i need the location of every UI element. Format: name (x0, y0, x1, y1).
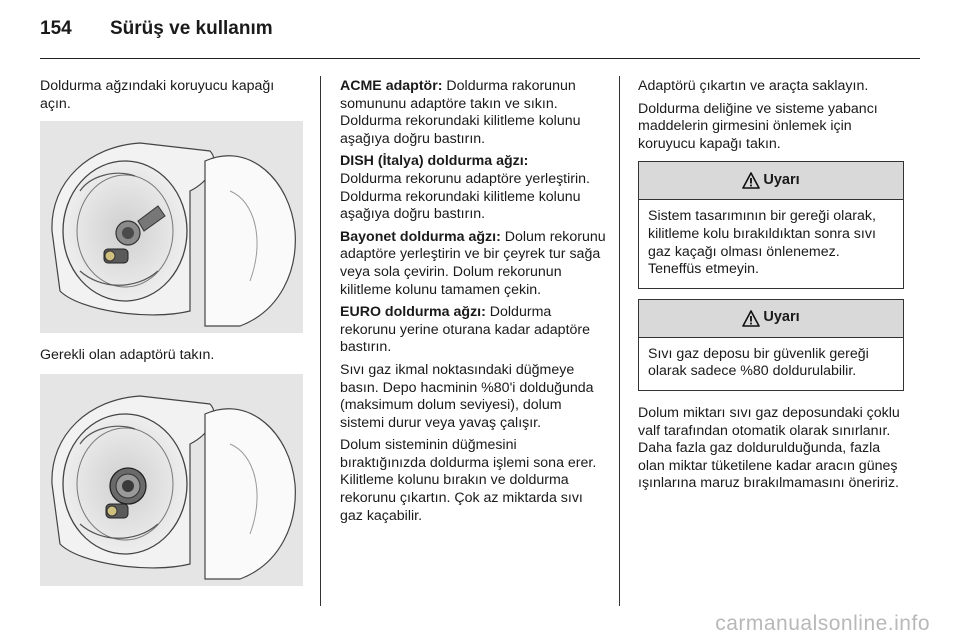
paragraph-press-button: Sıvı gaz ikmal noktasındaki düğmeye basın. Depo hacminin %80'i dolduğunda (maksimum dolum seviyesi), dolum sistemi durur veya yavaş çalışır. (340, 361, 594, 431)
warning-box-2 (638, 299, 904, 391)
paragraph-open-cap: Doldurma ağzındaki koruyucu kapağı açın. (40, 78, 275, 112)
paragraph-fill-limit: Dolum miktarı sıvı gaz deposundaki çoklu valf tarafından otomatik olarak sınırlanır. Daha fazla gaz doldurulduğunda, fazla olan miktar tüketilene kadar aracın güneş ışınlarına maruz bırakılmamasını öneririz. (638, 404, 900, 492)
paragraph-dish (340, 153, 606, 223)
warning-header (639, 300, 903, 338)
warning-box-1 (638, 161, 904, 288)
bayonet-label: Bayonet doldurma ağzı: (340, 228, 501, 245)
column-divider-2 (619, 76, 620, 606)
page-header (40, 18, 273, 48)
paragraph-acme (340, 78, 606, 148)
adapter-icon (40, 374, 303, 586)
header-divider (40, 58, 920, 59)
euro-label: EURO doldurma ağzı: (340, 304, 486, 321)
warning-title: Uyarı (763, 309, 800, 326)
fuel-filler-icon (40, 121, 303, 333)
warning-header (639, 162, 903, 200)
bayonet-text: Dolum rekorunu adaptöre yerleştirin ve bir çeyrek tur sağa veya sola çevirin. Dolum rekorunun kilitleme kolunu tamamen çekin. (340, 228, 606, 298)
acme-label: ACME adaptör: (340, 78, 443, 94)
paragraph-euro (340, 304, 606, 357)
paragraph-bayonet (340, 229, 606, 299)
paragraph-release-button: Dolum sisteminin düğmesini bıraktığınızda doldurma işlemi sona erer. Kilitleme kolunu bırakın ve doldurma rekorunu çıkartın. Çok az miktarda sıvı gaz kaçabilir. (340, 437, 597, 524)
warning-text: Sıvı gaz deposu bir güvenlik gereği olarak sadece %80 doldurulabilir. (648, 345, 869, 380)
euro-text: Doldurma rekorunu yerine oturana kadar adaptöre bastırın. (340, 304, 591, 356)
warning-triangle-icon (742, 172, 760, 189)
column-3 (638, 78, 904, 498)
warning-triangle-icon (742, 310, 760, 327)
paragraph-remove-adapter: Adaptörü çıkartın ve araçta saklayın. (638, 78, 869, 94)
paragraph-refit-cap: Doldurma deliğine ve sisteme yabancı maddelerin girmesini önlemek için koruyucu kapağı takın. (638, 100, 878, 152)
watermark: carmanualsonline.info (715, 612, 930, 635)
column-2 (340, 78, 606, 530)
column-1 (40, 78, 306, 586)
dish-text: Doldurma rekorunu adaptöre yerleştirin. Doldurma rekorundaki kilitleme kolunu aşağıya doğru bastırın. (340, 170, 590, 223)
paragraph-insert-adapter: Gerekli olan adaptörü takın. (40, 347, 215, 364)
dish-label: DISH (İtalya) doldurma ağzı: (340, 153, 529, 170)
warning-text: Sistem tasarımının bir gereği olarak, kilitleme kolu bırakıldıktan sonra sıvı gaz kaçağı olması önlenemez. Teneffüs etmeyin. (648, 208, 876, 278)
fuel-cap-open-illustration (40, 121, 303, 333)
adapter-inserted-illustration (40, 374, 303, 586)
warning-title: Uyarı (763, 172, 800, 189)
column-divider-1 (320, 76, 321, 606)
chapter-title: Sürüş ve kullanım (110, 18, 273, 39)
acme-text: Doldurma rakorunun somununu adaptöre takın ve sıkın. Doldurma rekorundaki kilitleme kolunu aşağıya doğru bastırın. (340, 78, 581, 147)
page-number: 154 (40, 18, 72, 39)
